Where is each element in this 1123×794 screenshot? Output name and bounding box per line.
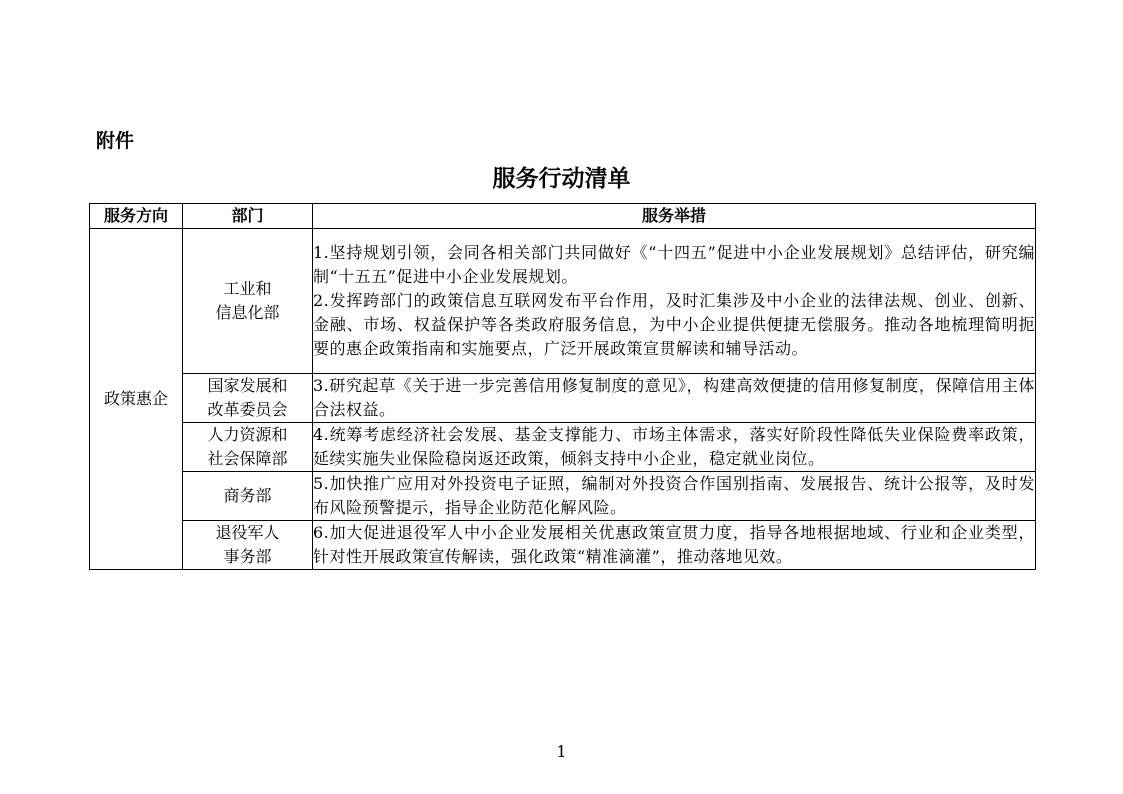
header-measures: 服务举措 bbox=[313, 204, 1036, 229]
table-row bbox=[90, 229, 1036, 374]
department-cell bbox=[183, 374, 313, 423]
department-cell bbox=[183, 423, 313, 472]
measures-cell bbox=[313, 472, 1036, 521]
department-line: 改革委员会 bbox=[207, 400, 288, 419]
measures-cell bbox=[313, 374, 1036, 423]
attachment-label: 附件 bbox=[96, 130, 135, 152]
service-action-table bbox=[89, 203, 1036, 570]
header-department: 部门 bbox=[183, 204, 313, 229]
table-row bbox=[90, 374, 1036, 423]
measure-item: 3.研究起草《关于进一步完善信用修复制度的意见》，构建高效便捷的信用修复制度，保障信用主体合法权益。 bbox=[313, 376, 1035, 419]
department-line: 事务部 bbox=[223, 547, 272, 566]
measure-item: 6.加大促进退役军人中小企业发展相关优惠政策宣贯力度，指导各地根据地域、行业和企业类型，针对性开展政策宣传解读，强化政策“精准滴灌”，推动落地见效。 bbox=[313, 523, 1035, 566]
measures-cell bbox=[313, 521, 1036, 570]
department-line: 工业和 bbox=[223, 279, 272, 298]
table-row bbox=[90, 472, 1036, 521]
department-line: 人力资源和 bbox=[207, 425, 288, 444]
table-row bbox=[90, 521, 1036, 570]
department-cell bbox=[183, 472, 313, 521]
measure-item: 1.坚持规划引领，会同各相关部门共同做好《“十四五”促进中小企业发展规划》总结评估，研究编制“十五五”促进中小企业发展规划。 bbox=[313, 243, 1035, 286]
department-line: 社会保障部 bbox=[207, 449, 288, 468]
department-line: 商务部 bbox=[223, 486, 272, 505]
department-line: 国家发展和 bbox=[207, 376, 288, 395]
department-line: 信息化部 bbox=[215, 303, 280, 322]
measure-item: 4.统筹考虑经济社会发展、基金支撑能力、市场主体需求，落实好阶段性降低失业保险费率政策，延续实施失业保险稳岗返还政策，倾斜支持中小企业，稳定就业岗位。 bbox=[313, 425, 1035, 468]
page-number: 1 bbox=[556, 742, 567, 761]
table-row bbox=[90, 423, 1036, 472]
department-line: 退役军人 bbox=[215, 523, 280, 542]
page-title: 服务行动清单 bbox=[492, 166, 631, 192]
department-cell bbox=[183, 521, 313, 570]
service-direction-cell: 政策惠企 bbox=[90, 229, 183, 570]
table-header-row bbox=[90, 204, 1036, 229]
measure-item: 2.发挥跨部门的政策信息互联网发布平台作用，及时汇集涉及中小企业的法律法规、创业、创新、金融、市场、权益保护等各类政府服务信息，为中小企业提供便捷无偿服务。推动各地梳理简明扼要的惠企政策指南和实施要点，广泛开展政策宣贯解读和辅导活动。 bbox=[313, 291, 1035, 358]
measure-item: 5.加快推广应用对外投资电子证照，编制对外投资合作国别指南、发展报告、统计公报等，及时发布风险预警提示，指导企业防范化解风险。 bbox=[313, 474, 1035, 517]
measures-cell bbox=[313, 423, 1036, 472]
measures-cell bbox=[313, 229, 1036, 374]
header-direction: 服务方向 bbox=[90, 204, 183, 229]
department-cell bbox=[183, 229, 313, 374]
